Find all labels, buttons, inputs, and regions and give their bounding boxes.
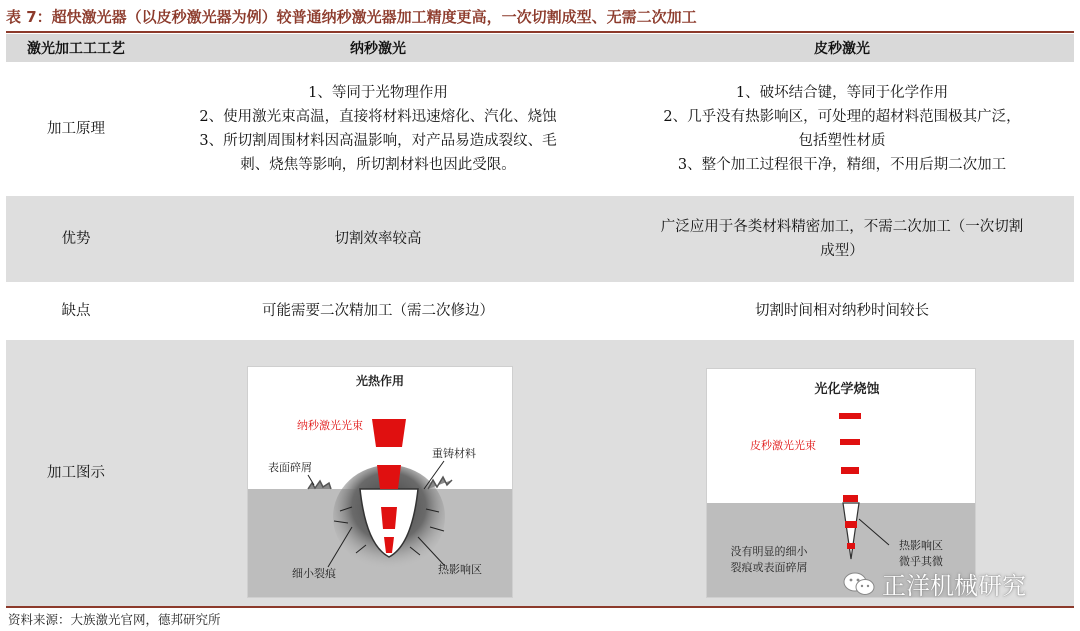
nano-principle-line: 2、使用激光束高温，直接将材料迅速熔化、汽化、烧蚀 <box>199 109 557 125</box>
table-header <box>6 34 1074 62</box>
haz-label: 热影响区 <box>899 539 943 552</box>
recast-label: 重铸材料 <box>432 447 476 460</box>
pico-advantage-line: 广泛应用于各类材料精密加工，不需二次加工（一次切割 <box>660 219 1024 235</box>
laser-pulse <box>845 521 857 528</box>
row-label-principle: 加工原理 <box>47 121 105 137</box>
nanosecond-cut-diagram <box>247 366 513 598</box>
beam-label: 纳秒激光光束 <box>297 419 363 432</box>
pico-advantage <box>610 196 1074 282</box>
row-label-diagram: 加工图示 <box>47 465 105 481</box>
haz-label: 热影响区 <box>438 563 482 576</box>
pico-disadvantage-line: 切割时间相对纳秒时间较长 <box>755 303 929 319</box>
nano-principle-line: 1、等同于光物理作用 <box>308 85 448 101</box>
laser-pulse <box>843 495 858 502</box>
wechat-icon <box>842 570 876 598</box>
pico-principle-line: 3、整个加工过程很干净，精细，不用后期二次加工 <box>677 157 1007 173</box>
table-row-disadvantage <box>6 282 1074 340</box>
debris-label: 表面碎屑 <box>268 461 312 474</box>
source-note: 资料来源：大族激光官网，德邦研究所 <box>8 612 221 627</box>
pico-principle-line: 2、几乎没有热影响区，可处理的超材料范围极其广泛， <box>663 109 1021 125</box>
nano-advantage <box>146 196 610 282</box>
pico-principle-line: 1、破坏结合键，等同于化学作用 <box>735 85 949 101</box>
watermark <box>842 566 1026 601</box>
laser-pulse <box>839 413 861 419</box>
watermark-text: 正洋机械研究 <box>882 572 1026 600</box>
row-label-advantage: 优势 <box>61 231 91 247</box>
pico-disadvantage <box>610 282 1074 340</box>
title-rule <box>6 31 1074 33</box>
beam-label: 皮秒激光光束 <box>750 439 816 452</box>
clean-label: 没有明显的细小 <box>730 545 808 558</box>
pico-advantage-line: 成型） <box>820 243 864 259</box>
nano-advantage-line: 切割效率较高 <box>334 231 422 247</box>
figure-heading: 光热作用 <box>355 374 405 388</box>
nano-disadvantage <box>146 282 610 340</box>
bottom-rule <box>6 606 1074 608</box>
laser-pulse <box>840 439 860 445</box>
header-picosecond: 皮秒激光 <box>814 41 870 57</box>
figure-heading: 光化学烧蚀 <box>814 382 880 397</box>
header-process: 激光加工工工艺 <box>27 41 125 57</box>
header-nanosecond: 纳秒激光 <box>350 41 406 57</box>
crack-label: 细小裂痕 <box>292 567 336 580</box>
clean-label: 裂痕或表面碎屑 <box>730 561 808 574</box>
nano-disadvantage-line: 可能需要二次精加工（需二次修边） <box>262 303 494 319</box>
pico-principle <box>610 62 1074 196</box>
pico-principle-line: 包括塑性材质 <box>798 133 886 149</box>
haz-label: 微乎其微 <box>899 555 943 568</box>
laser-pulse <box>381 507 397 529</box>
laser-pulse <box>372 419 406 447</box>
table-row-principle <box>6 62 1074 196</box>
laser-pulse <box>847 543 855 549</box>
picosecond-cut-diagram <box>706 368 976 598</box>
table-row-advantage <box>6 196 1074 282</box>
laser-pulse <box>377 465 401 489</box>
row-label-disadvantage: 缺点 <box>61 303 91 319</box>
laser-pulse <box>841 467 859 474</box>
table-title: 表 7：超快激光器（以皮秒激光器为例）较普通纳秒激光器加工精度更高，一次切割成型、无需二次加工 <box>6 8 697 26</box>
nano-principle <box>146 62 610 196</box>
nano-principle-line: 刺、烧焦等影响，所切割材料也因此受限。 <box>240 157 516 173</box>
nano-principle-line: 3、所切割周围材料因高温影响，对产品易造成裂纹、毛 <box>199 133 557 149</box>
